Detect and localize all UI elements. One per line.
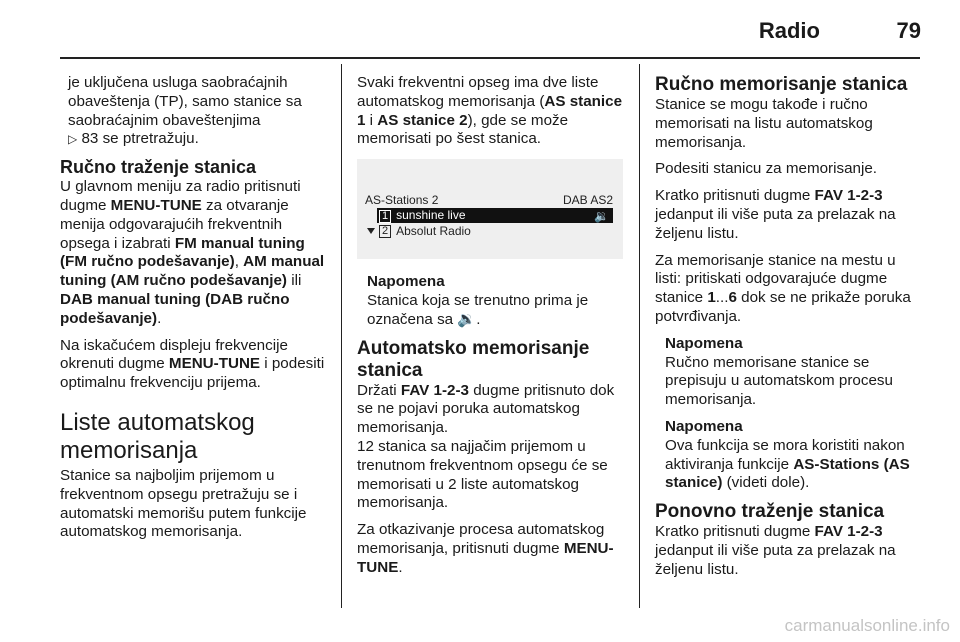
paragraph-autostore-lists: Stanice sa najboljim prijemom u frekventnom opsegu pretražuju se i automatski memorišu putem funkcije automatskog memorisanja. [60, 466, 307, 541]
intro-paragraph [60, 74, 328, 149]
paragraph-fav-press: Kratko pritisnuti dugme FAV 1-2-3 jedanput ili više puta za prelazak na željenu listu. [655, 187, 896, 242]
note-heading: Napomena [665, 417, 743, 435]
display-list-title: AS-Stations 2 [365, 193, 439, 208]
triangle-reference-icon: ▷ [68, 132, 78, 147]
heading-autostore: Automatsko memorisanje stanica [357, 337, 590, 381]
note-box: Napomena Ova funkcija se mora koristiti nakon aktiviranja funkcije AS-Stations (AS stanice) (videti dole). [655, 418, 923, 493]
reference-text[interactable]: 83 se ptretražuju. [77, 130, 199, 148]
heading-manual-store: Ručno memorisanje stanica [655, 74, 908, 95]
note-heading: Napomena [367, 273, 445, 291]
paragraph-tune-station: Podesiti stanicu za memorisanje. [655, 160, 878, 178]
display-station-row: 2 Absolut Radio [365, 224, 613, 238]
heading-autostore-lists: Liste automatskog memorisanja [60, 408, 255, 464]
paragraph-autostore-cancel: Za otkazivanje procesa automatskog memorisanja, pritisnuti dugme MENU-TUNE. [357, 521, 614, 576]
column-right [655, 74, 923, 588]
column-divider-2 [639, 64, 640, 608]
display-title-bar [365, 193, 613, 207]
page-number: 79 [896, 18, 921, 43]
display-screen [365, 193, 613, 238]
speaker-icon: 🔉 [457, 310, 477, 328]
column-middle [357, 74, 625, 586]
radio-display-image [357, 159, 623, 259]
note-box: Napomena Stanica koja se trenutno prima je označena sa 🔉. [357, 273, 625, 329]
watermark: carmanualsonline.info [784, 616, 950, 635]
paragraph-manual-store: Stanice se mogu takođe i ručno memorisati na listu automatskog memorisanja. [655, 96, 873, 151]
display-station-row: 1 sunshine live 🔉 [377, 208, 613, 223]
note-heading: Napomena [665, 334, 743, 352]
column-divider-1 [341, 64, 342, 608]
paragraph-as-lists: Svaki frekventni opseg ima dve liste automatskog memorisanja (AS stanice 1 i AS stanice 2), gde se može memorisati po šest stanica. [357, 74, 623, 148]
speaker-icon: 🔉 [594, 208, 609, 223]
note-box: Napomena Ručno memorisane stanice se prepisuju u automatskom procesu memorisanja. [655, 335, 923, 410]
column-left [60, 74, 328, 550]
intro-text: je uključena usluga saobraćajnih obaveštenja (TP), samo stanice sa saobraćajnim obaveštenjima [68, 74, 302, 129]
section-title: Radio [758, 18, 820, 43]
paragraph-autostore-hold: Držati FAV 1-2-3 dugme pritisnuto dok se ne pojavi poruka automatskog memorisanja. [357, 381, 615, 437]
heading-research: Ponovno traženje stanica [655, 501, 885, 523]
heading-manual-tuning: Ručno traženje stanica [60, 157, 257, 178]
display-band: DAB AS2 [562, 193, 613, 208]
paragraph-manual-tuning: U glavnom meniju za radio pritisnuti dugme MENU-TUNE za otvaranje menija odgovarajućih frekventnih opsega i izabrati FM manual tuning (FM ručno podešavanje), AM manual tuning (AM ručno podešavanje) ili DAB manual tuning (DAB ručno podešavanje). [60, 178, 325, 327]
paragraph-frequency-popup: Na iskačućem displeju frekvencije okrenuti dugme MENU-TUNE i podesiti optimalnu frekvenciju prijema. [60, 336, 325, 392]
paragraph-research: Kratko pritisnuti dugme FAV 1-2-3 jedanput ili više puta za prelazak na željenu listu. [655, 523, 896, 578]
chevron-down-icon [367, 228, 375, 234]
header-divider [60, 57, 920, 59]
paragraph-store-position: Za memorisanje stanice na mestu u listi: pritiskati odgovarajuće dugme stanice 1...6 dok se ne prikaže poruka potvrđivanja. [655, 251, 911, 325]
paragraph-autostore-count: 12 stanica sa najjačim prijemom u trenutnom frekventnom opsegu će se memorisati u 2 liste automatskog memorisanja. [357, 437, 608, 512]
